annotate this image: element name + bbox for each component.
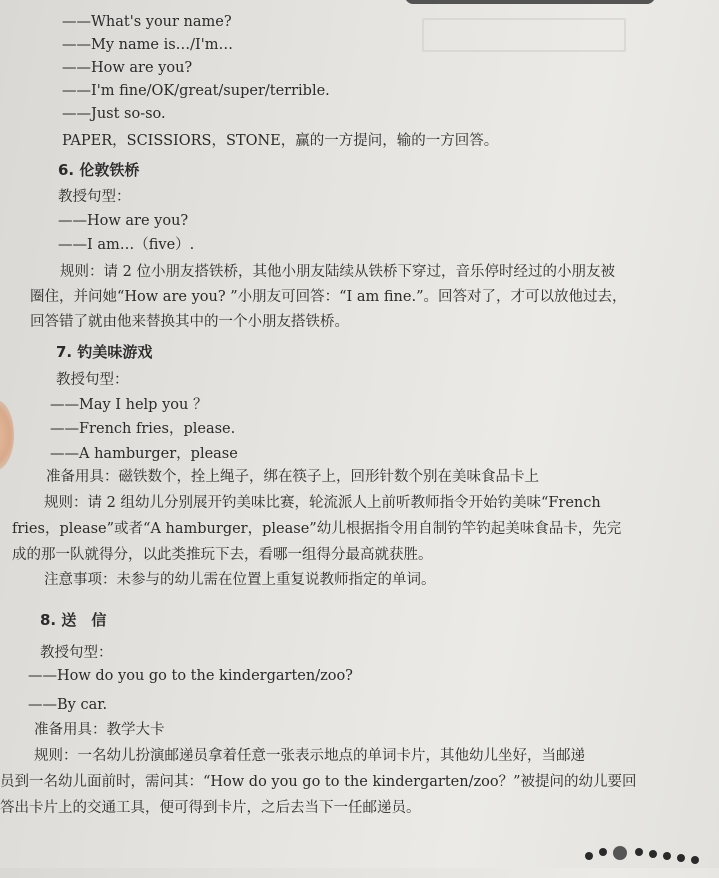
rule-line: 回答错了就由他来替换其中的一个小朋友搭铁桥。: [30, 314, 349, 330]
dialogue-line: ——May I help you ？: [50, 397, 208, 413]
dialogue-line: ——What's your name?: [62, 14, 232, 30]
section-heading: 7. 钓美味游戏: [56, 343, 153, 361]
pattern-label: 教授句型：: [56, 372, 129, 388]
footer-dots-decoration: [585, 838, 719, 878]
dialogue-line: ——By car.: [28, 697, 108, 713]
game-rule-line: PAPER，SCISSIORS，STONE，赢的一方提问，输的一方回答。: [62, 133, 499, 149]
header-decoration: [405, 0, 655, 4]
dialogue-line: ——I am…（five）.: [58, 237, 195, 253]
rule-line: 圈住，并问她“How are you? ”小朋友可回答：“I am fine.”。回答对了，才可以放他过去，: [30, 289, 627, 305]
rule-line: 规则：请 2 组幼儿分别展开钓美味比赛，轮流派人上前听教师指令开始钓美味“French: [44, 495, 601, 511]
pattern-label: 教授句型：: [58, 189, 131, 205]
rule-line: 成的那一队就得分，以此类推玩下去，看哪一组得分最高就获胜。: [12, 547, 433, 563]
note-line: 注意事项：未参与的幼儿需在位置上重复说教师指定的单词。: [44, 572, 436, 588]
section-heading: 6. 伦敦铁桥: [58, 161, 140, 179]
thumb-shadow: [0, 400, 14, 470]
dialogue-line: ——French fries，please.: [50, 421, 236, 437]
dialogue-line: ——A hamburger，please: [50, 446, 238, 462]
rule-line: 答出卡片上的交通工具，便可得到卡片，之后去当下一任邮递员。: [0, 800, 421, 816]
dialogue-line: ——How are you?: [62, 60, 193, 76]
dialogue-line: ——My name is…/I'm…: [62, 37, 233, 53]
dialogue-line: ——Just so-so.: [62, 106, 166, 122]
show-through-box: [422, 18, 626, 52]
rule-line: 规则：请 2 位小朋友搭铁桥，其他小朋友陆续从铁桥下穿过，音乐停时经过的小朋友被: [60, 264, 615, 280]
rule-line: 规则：一名幼儿扮演邮递员拿着任意一张表示地点的单词卡片，其他幼儿坐好，当邮递: [34, 748, 585, 764]
tools-line: 准备用具：教学大卡: [34, 722, 165, 738]
tools-line: 准备用具：磁铁数个，拴上绳子，绑在筷子上，回形针数个别在美味食品卡上: [46, 469, 539, 485]
rule-line: fries，please”或者“A hamburger，please”幼儿根据指令用自制钓竿钓起美味食品卡，先完: [12, 521, 622, 537]
pattern-label: 教授句型：: [40, 645, 113, 661]
rule-line: 员到一名幼儿面前时，需问其：“How do you go to the kindergarten/zoo？”被提问的幼儿要回: [0, 774, 637, 790]
section-heading: 8. 送 信: [40, 611, 107, 629]
dialogue-line: ——I'm fine/OK/great/super/terrible.: [62, 83, 330, 99]
dialogue-line: ——How do you go to the kindergarten/zoo?: [28, 668, 353, 684]
dialogue-line: ——How are you?: [58, 213, 189, 229]
